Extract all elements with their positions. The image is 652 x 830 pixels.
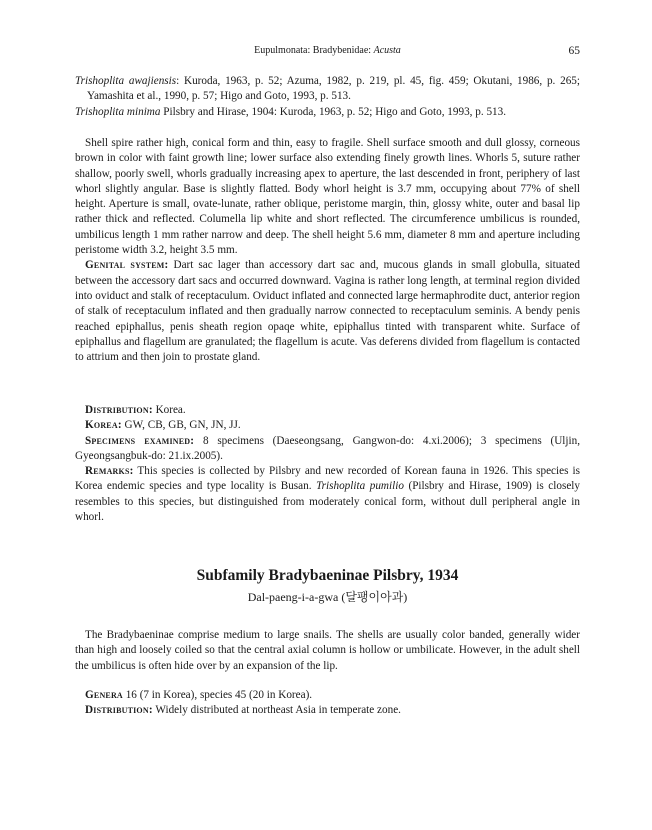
page-number: 65 (568, 45, 580, 57)
distribution-text: Korea. (152, 404, 186, 416)
specimens-text: 8 specimens (Daeseongsang, Gangwon-do: 4.xi.2006); 3 specimens (Uljin, Gyeongsangbuk-do: 21.ix.2005). (75, 434, 580, 462)
genera-label: Genera (85, 689, 123, 701)
subfamily-title: Subfamily Bradybaeninae Pilsbry, 1934 (196, 567, 459, 584)
synonym-citation: : Kuroda, 1963, p. 52; Azuma, 1982, p. 219, pl. 45, fig. 459; Okutani, 1986, p. 265; Yamashita et al., 1990, p. 57; Higo and Goto, 1993, p. 513. (87, 75, 580, 103)
korea-paragraph (75, 418, 580, 433)
distribution-section (75, 403, 580, 525)
subfamily-distribution-label: Distribution: (85, 704, 153, 717)
subfamily-korean-name: Dal-paeng-i-a-gwa (달팽이아과) (247, 590, 408, 604)
remarks-paragraph (75, 464, 580, 525)
synonym-name: Trishoplita minima (75, 105, 161, 118)
subfamily-intro: The Bradybaeninae comprise medium to large snails. The shells are usually color banded, generally wider than high and loosely coiled so that the central axial column is hollow or umbilicate. However, in the adult shell the umbilicus is often hide over by an expansion of the lip. (75, 629, 580, 672)
remarks-label: Remarks: (85, 465, 134, 478)
synonym-citation: Pilsbry and Hirase, 1904: Kuroda, 1963, p. 52; Higo and Goto, 1993, p. 513. (160, 105, 507, 118)
remarks-species-name: Trishoplita pumilio (316, 480, 404, 493)
genera-paragraph (75, 688, 580, 703)
subfamily-distribution-text: Widely distributed at northeast Asia in temperate zone. (152, 704, 401, 717)
korea-text: GW, CB, GB, GN, JN, JJ. (121, 419, 241, 432)
running-head-prefix: Eupulmonata: Bradybenidae: (254, 45, 374, 56)
korea-label: Korea: (85, 419, 122, 432)
remarks-text-after: (Pilsbry and Hirase, 1909) is closely resembles to this species, but distinguished from moderately conical form, without dull peripheral angle in whorl. (75, 480, 580, 524)
subfamily-distribution-paragraph (75, 703, 580, 718)
genital-system-paragraph (75, 258, 580, 365)
running-head (75, 45, 580, 56)
specimens-paragraph (75, 434, 580, 465)
running-head-genus: Acusta (373, 45, 401, 56)
synonym-list (75, 74, 580, 120)
description-section (75, 136, 580, 365)
distribution-label: Distribution: (85, 404, 153, 416)
genital-system-label: Genital system: (85, 259, 169, 272)
shell-description: Shell spire rather high, conical form and thin, easy to fragile. Shell surface smooth and dull glossy, corneous brown in color with faint growth line; lower surface also extending finely growth lines. Whorls 5, suture rather shallow, poorly swell, whorls gradually increasing apex to aperture, the last descended in front, periphery of last whorl slightly angular. Base is slightly flatted. Body whorl height is 3.7 mm, occupying about 77% of shell height. Aperture is small, ovate-lunate, rather oblique, peristome margin, thin, glossy white, outer and basal lip rather thick and reflected. Columella lip white and short reflected. The circumference umbilicus is rounded, umbilicus length 1 mm rather narrow and deep. The shell height 5.6 mm, diameter 8 mm and aperture including peristome width 3.2, height 3.5 mm. (75, 137, 580, 257)
synonym-name: Trishoplita awajiensis (75, 75, 177, 87)
distribution-paragraph (75, 403, 580, 418)
genera-text: 16 (7 in Korea), species 45 (20 in Korea). (122, 689, 313, 701)
remarks-text-before: This species is collected by Pilsbry and new recorded of Korean fauna in 1926. This species is Korea endemic species and type locality is Busan. (75, 465, 580, 493)
synonym-entry (75, 74, 580, 105)
specimens-label: Specimens examined: (85, 434, 195, 447)
subfamily-summary-section (75, 688, 580, 719)
synonym-entry (75, 105, 580, 120)
subfamily-intro-section (75, 628, 580, 674)
genital-system-text: Dart sac lager than accessory dart sac and, mucous glands in small globulla, situated between the accessory dart sacs and occurred downward. Vagina is rather long length, at terminal region divided into oviduct and stalk of receptaculum. Oviduct inflated and connected large hermaphrodite duct, anterior region of stalk of receptaculum inflated and then gradually narrow connected to receptaculum seminis. A bendy penis reached epiphallus, penis sheath region opaqe white, epiphallus tinted with transparent white. Surface of epiphallus and flagellum are granulated; the flagellum is acute. Vas deferens divided from flagellum is contacted to attrium and then join to prostate gland. (75, 259, 580, 364)
